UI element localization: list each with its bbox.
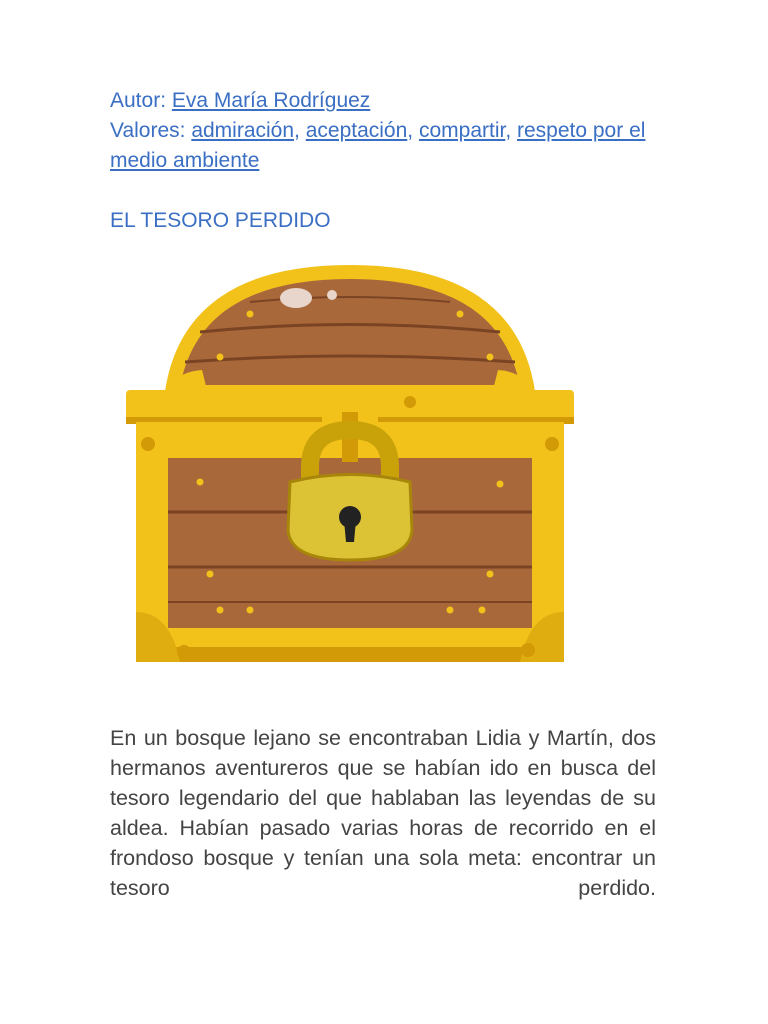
document-header	[110, 86, 656, 236]
values-label: Valores:	[110, 119, 192, 142]
values-line: Valores: admiración, aceptación, compartir, respeto por el medio ambiente	[110, 119, 646, 172]
value-link-admiracion[interactable]: admiración	[191, 119, 295, 142]
treasure-chest-icon	[110, 262, 590, 682]
story-title: EL TESORO PERDIDO	[110, 209, 331, 232]
author-label: Autor:	[110, 89, 172, 112]
value-link-aceptacion[interactable]: aceptación	[305, 119, 408, 142]
value-link-respeto[interactable]: respeto por el medio ambiente	[110, 119, 646, 172]
author-link[interactable]: Eva María Rodríguez	[171, 89, 371, 112]
author-line	[110, 86, 656, 116]
value-link-compartir[interactable]: compartir	[418, 119, 506, 142]
story-body-paragraph: En un bosque lejano se encontraban Lidia y Martín, dos hermanos aventureros que se habían ido en busca del tesoro legendario del que hablaban las leyendas de su aldea. Habían pasado varias horas de recorrido en el frondoso bosque y tenían una sola meta: encontrar un tesoro perdido.	[110, 726, 656, 900]
